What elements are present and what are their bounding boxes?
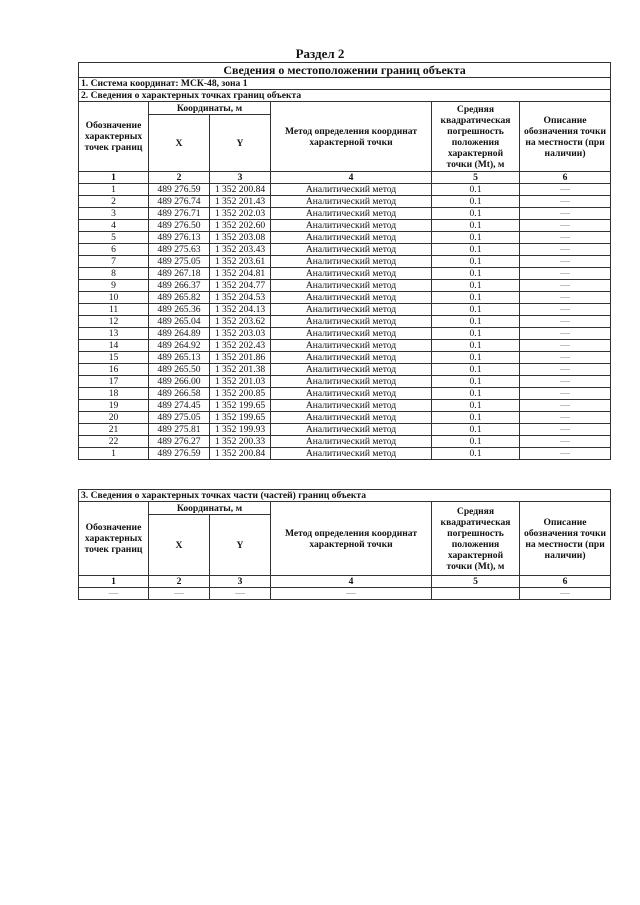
cell-method: Аналитический метод <box>271 232 432 244</box>
table-row <box>79 376 611 388</box>
table-row <box>79 388 611 400</box>
cell-method: Аналитический метод <box>271 304 432 316</box>
cell-point-id: 3 <box>79 208 149 220</box>
cell-coord-y: 1 352 200.84 <box>210 448 271 460</box>
cell-error: 0.1 <box>432 280 520 292</box>
cell-description: — <box>520 352 611 364</box>
cell-point-id: 10 <box>79 292 149 304</box>
cell-method: Аналитический метод <box>271 220 432 232</box>
cell-method: Аналитический метод <box>271 448 432 460</box>
cell-method: Аналитический метод <box>271 208 432 220</box>
cell-coord-x: 489 265.13 <box>149 352 210 364</box>
table-row <box>79 220 611 232</box>
table-row <box>79 196 611 208</box>
cell-error: 0.1 <box>432 256 520 268</box>
cell-coord-x: 489 265.36 <box>149 304 210 316</box>
header-error: Средняя квадратическая погрешность положения характерной точки (Mt), м <box>432 502 520 576</box>
table-row <box>79 588 611 600</box>
cell-point-id: 20 <box>79 412 149 424</box>
table-row <box>79 340 611 352</box>
table-row <box>79 352 611 364</box>
cell-point-id: — <box>79 588 149 600</box>
cell-point-id: 18 <box>79 388 149 400</box>
cell-point-id: 1 <box>79 184 149 196</box>
cell-coord-y: 1 352 201.38 <box>210 364 271 376</box>
cell-coord-y: 1 352 203.43 <box>210 244 271 256</box>
cell-description: — <box>520 292 611 304</box>
cell-description: — <box>520 588 611 600</box>
table-row <box>79 448 611 460</box>
cell-description: — <box>520 196 611 208</box>
cell-point-id: 7 <box>79 256 149 268</box>
cell-error: 0.1 <box>432 244 520 256</box>
cell-description: — <box>520 388 611 400</box>
cell-error: 0.1 <box>432 316 520 328</box>
cell-error: 0.1 <box>432 340 520 352</box>
cell-coord-x: 489 274.45 <box>149 400 210 412</box>
header-method: Метод определения координат характерной точки <box>271 102 432 172</box>
cell-description: — <box>520 448 611 460</box>
cell-point-id: 19 <box>79 400 149 412</box>
cell-description: — <box>520 256 611 268</box>
cell-description: — <box>520 364 611 376</box>
cell-error: 0.1 <box>432 388 520 400</box>
cell-coord-x: 489 275.05 <box>149 412 210 424</box>
table-row <box>79 208 611 220</box>
cell-coord-x: 489 264.92 <box>149 340 210 352</box>
cell-description: — <box>520 208 611 220</box>
cell-coord-x: 489 275.05 <box>149 256 210 268</box>
cell-coord-x: 489 265.50 <box>149 364 210 376</box>
cell-point-id: 17 <box>79 376 149 388</box>
cell-coord-x: 489 276.59 <box>149 448 210 460</box>
table-row <box>79 436 611 448</box>
cell-method: Аналитический метод <box>271 376 432 388</box>
cell-coord-y: 1 352 199.65 <box>210 412 271 424</box>
cell-coord-y: 1 352 204.53 <box>210 292 271 304</box>
cell-coord-y: 1 352 203.03 <box>210 328 271 340</box>
header-coordinates: Координаты, м <box>149 502 271 515</box>
cell-coord-x: 489 275.81 <box>149 424 210 436</box>
table-row <box>79 184 611 196</box>
cell-method: Аналитический метод <box>271 316 432 328</box>
cell-description: — <box>520 436 611 448</box>
cell-description: — <box>520 184 611 196</box>
cell-coord-y: 1 352 200.33 <box>210 436 271 448</box>
cell-point-id: 14 <box>79 340 149 352</box>
cell-method: Аналитический метод <box>271 340 432 352</box>
cell-coord-x: 489 276.59 <box>149 184 210 196</box>
cell-method: Аналитический метод <box>271 244 432 256</box>
table-row <box>79 328 611 340</box>
cell-coord-y: 1 352 202.60 <box>210 220 271 232</box>
cell-method: Аналитический метод <box>271 256 432 268</box>
cell-description: — <box>520 220 611 232</box>
header-method: Метод определения координат характерной точки <box>271 502 432 576</box>
column-number: 5 <box>432 576 520 588</box>
cell-coord-x: 489 265.82 <box>149 292 210 304</box>
cell-point-id: 8 <box>79 268 149 280</box>
cell-coord-y: 1 352 203.61 <box>210 256 271 268</box>
column-number: 6 <box>520 172 611 184</box>
table-row <box>79 364 611 376</box>
cell-coord-y: — <box>210 588 271 600</box>
cell-coord-y: 1 352 201.03 <box>210 376 271 388</box>
cell-error: 0.1 <box>432 208 520 220</box>
cell-description: — <box>520 316 611 328</box>
header-description: Описание обозначения точки на местности (при наличии) <box>520 502 611 576</box>
cell-error: 0.1 <box>432 364 520 376</box>
header-designation: Обозначение характерных точек границ <box>79 502 149 576</box>
column-number: 4 <box>271 172 432 184</box>
column-number: 1 <box>79 172 149 184</box>
parts-heading: 3. Сведения о характерных точках части (частей) границ объекта <box>79 490 611 502</box>
table-row <box>79 268 611 280</box>
cell-point-id: 1 <box>79 448 149 460</box>
cell-method: Аналитический метод <box>271 424 432 436</box>
cell-coord-x: 489 266.00 <box>149 376 210 388</box>
cell-coord-x: 489 267.18 <box>149 268 210 280</box>
cell-description: — <box>520 376 611 388</box>
cell-description: — <box>520 340 611 352</box>
cell-coord-x: 489 276.13 <box>149 232 210 244</box>
cell-error: 0.1 <box>432 400 520 412</box>
header-designation: Обозначение характерных точек границ <box>79 102 149 172</box>
cell-coord-x: 489 266.58 <box>149 388 210 400</box>
cell-coord-x: 489 265.04 <box>149 316 210 328</box>
table-caption: Сведения о местоположении границ объекта <box>79 63 611 78</box>
cell-coord-y: 1 352 204.13 <box>210 304 271 316</box>
cell-coord-x: 489 266.37 <box>149 280 210 292</box>
column-number: 4 <box>271 576 432 588</box>
column-number: 3 <box>210 172 271 184</box>
column-number: 5 <box>432 172 520 184</box>
parts-points-table <box>78 489 611 600</box>
table-row <box>79 232 611 244</box>
cell-point-id: 2 <box>79 196 149 208</box>
cell-coord-y: 1 352 199.93 <box>210 424 271 436</box>
cell-point-id: 16 <box>79 364 149 376</box>
cell-error: 0.1 <box>432 220 520 232</box>
cell-point-id: 21 <box>79 424 149 436</box>
cell-description: — <box>520 328 611 340</box>
column-number: 1 <box>79 576 149 588</box>
cell-point-id: 6 <box>79 244 149 256</box>
cell-method: — <box>271 588 432 600</box>
header-error: Средняя квадратическая погрешность положения характерной точки (Mt), м <box>432 102 520 172</box>
cell-coord-x: — <box>149 588 210 600</box>
cell-description: — <box>520 244 611 256</box>
cell-description: — <box>520 268 611 280</box>
cell-error: 0.1 <box>432 328 520 340</box>
cell-coord-y: 1 352 204.77 <box>210 280 271 292</box>
header-coordinates: Координаты, м <box>149 102 271 115</box>
cell-coord-x: 489 276.27 <box>149 436 210 448</box>
cell-method: Аналитический метод <box>271 196 432 208</box>
cell-error: 0.1 <box>432 376 520 388</box>
cell-error: 0.1 <box>432 424 520 436</box>
table-row <box>79 256 611 268</box>
cell-coord-x: 489 264.89 <box>149 328 210 340</box>
cell-description: — <box>520 280 611 292</box>
cell-point-id: 13 <box>79 328 149 340</box>
cell-coord-y: 1 352 200.85 <box>210 388 271 400</box>
header-y: Y <box>210 515 271 576</box>
cell-method: Аналитический метод <box>271 328 432 340</box>
cell-coord-x: 489 276.74 <box>149 196 210 208</box>
cell-coord-y: 1 352 203.08 <box>210 232 271 244</box>
cell-method: Аналитический метод <box>271 352 432 364</box>
cell-coord-y: 1 352 201.86 <box>210 352 271 364</box>
cell-coord-y: 1 352 203.62 <box>210 316 271 328</box>
cell-method: Аналитический метод <box>271 388 432 400</box>
cell-error: 0.1 <box>432 412 520 424</box>
cell-point-id: 22 <box>79 436 149 448</box>
table-row <box>79 292 611 304</box>
cell-coord-x: 489 276.71 <box>149 208 210 220</box>
cell-point-id: 11 <box>79 304 149 316</box>
cell-description: — <box>520 304 611 316</box>
cell-method: Аналитический метод <box>271 184 432 196</box>
cell-error: 0.1 <box>432 268 520 280</box>
section-title: Раздел 2 <box>295 46 345 61</box>
cell-coord-y: 1 352 200.84 <box>210 184 271 196</box>
cell-error <box>432 588 520 600</box>
column-number: 6 <box>520 576 611 588</box>
cell-point-id: 15 <box>79 352 149 364</box>
table-row <box>79 316 611 328</box>
cell-method: Аналитический метод <box>271 364 432 376</box>
cell-method: Аналитический метод <box>271 280 432 292</box>
header-description: Описание обозначения точки на местности (при наличии) <box>520 102 611 172</box>
cell-coord-y: 1 352 204.81 <box>210 268 271 280</box>
cell-coord-y: 1 352 202.43 <box>210 340 271 352</box>
cell-point-id: 4 <box>79 220 149 232</box>
cell-error: 0.1 <box>432 292 520 304</box>
cell-coord-y: 1 352 199.65 <box>210 400 271 412</box>
boundary-points-table <box>78 62 611 460</box>
cell-coord-x: 489 275.63 <box>149 244 210 256</box>
cell-error: 0.1 <box>432 352 520 364</box>
cell-error: 0.1 <box>432 304 520 316</box>
cell-point-id: 5 <box>79 232 149 244</box>
column-number: 3 <box>210 576 271 588</box>
column-number: 2 <box>149 172 210 184</box>
cell-description: — <box>520 400 611 412</box>
cell-error: 0.1 <box>432 436 520 448</box>
cell-method: Аналитический метод <box>271 268 432 280</box>
cell-error: 0.1 <box>432 184 520 196</box>
cell-method: Аналитический метод <box>271 292 432 304</box>
table-row <box>79 304 611 316</box>
column-number: 2 <box>149 576 210 588</box>
cell-coord-x: 489 276.50 <box>149 220 210 232</box>
cell-description: — <box>520 232 611 244</box>
cell-description: — <box>520 412 611 424</box>
table-row <box>79 400 611 412</box>
cell-method: Аналитический метод <box>271 400 432 412</box>
header-x: X <box>149 115 210 172</box>
cell-point-id: 9 <box>79 280 149 292</box>
cell-coord-y: 1 352 201.43 <box>210 196 271 208</box>
cell-error: 0.1 <box>432 196 520 208</box>
header-y: Y <box>210 115 271 172</box>
cell-method: Аналитический метод <box>271 436 432 448</box>
cell-method: Аналитический метод <box>271 412 432 424</box>
points-heading: 2. Сведения о характерных точках границ объекта <box>79 90 611 102</box>
cell-point-id: 12 <box>79 316 149 328</box>
cell-description: — <box>520 424 611 436</box>
table-row <box>79 424 611 436</box>
cell-error: 0.1 <box>432 232 520 244</box>
header-x: X <box>149 515 210 576</box>
coord-system-row: 1. Система координат: МСК-48, зона 1 <box>79 78 611 90</box>
table-row <box>79 280 611 292</box>
cell-coord-y: 1 352 202.03 <box>210 208 271 220</box>
table-row <box>79 244 611 256</box>
table-row <box>79 412 611 424</box>
cell-error: 0.1 <box>432 448 520 460</box>
